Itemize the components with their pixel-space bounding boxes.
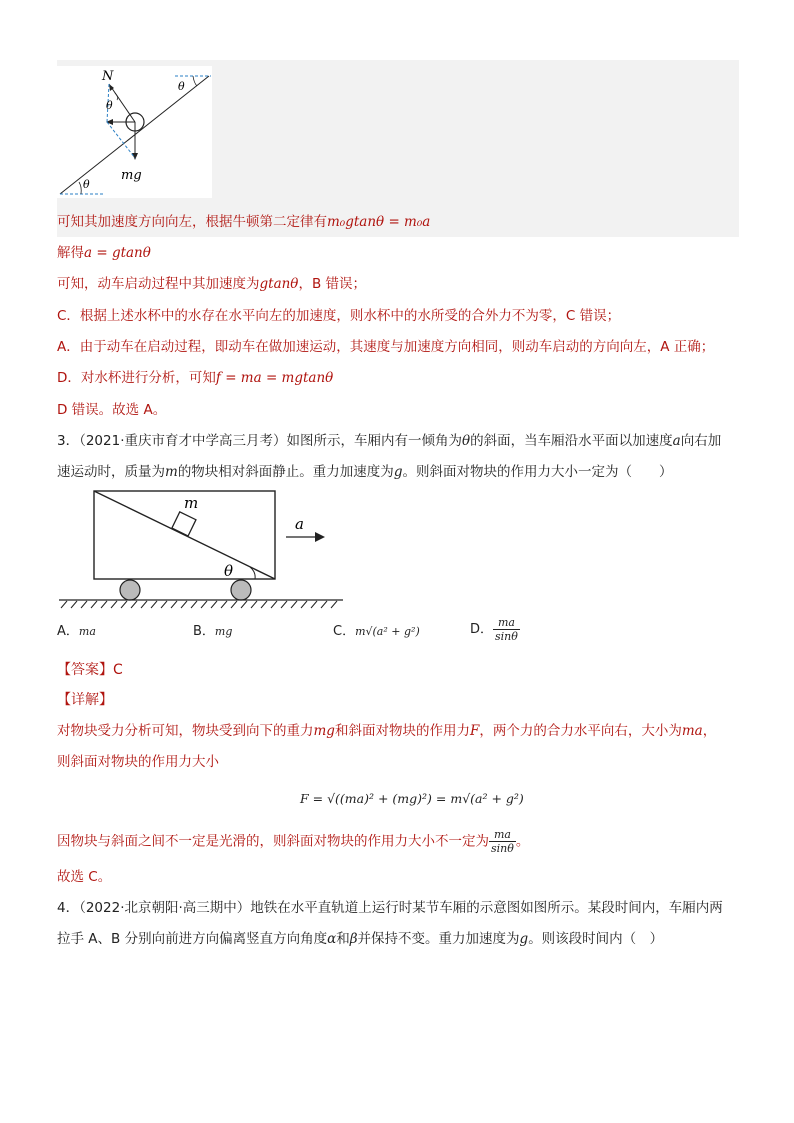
answer-line: 【答案】C [57,662,123,678]
text: 对物块受力分析可知，物块受到向下的重力 [57,723,314,739]
option-b[interactable] [193,623,232,641]
text: ，两个力的合力水平向右，大小为 [479,723,682,739]
solution-line-4: C．根据上述水杯中的水存在水平向左的加速度，则水杯中的水所受的合外力不为零，C 错误； [57,308,621,324]
label-theta-mid: θ [106,99,113,112]
var-a: a [672,433,681,449]
solution-line-7: D 错误。故选 A。 [57,402,167,418]
text: 。则该段时间内（ ） [528,931,664,947]
equation: gtanθ [259,276,299,292]
question-4-line-1: 4．（2022·北京朝阳·高三期中）地铁在水平直轨道上运行时某节车厢的示意图如图所示。某段时间内，车厢内两 [57,900,723,916]
option-a[interactable] [57,623,96,641]
text: 和斜面对物块的作用力 [334,723,470,739]
solution-line-3 [57,274,366,294]
numerator: ma [493,616,520,630]
label-N: N [102,69,114,84]
text: 。 [515,833,530,850]
text: 速运动时，质量为 [57,464,165,480]
denominator: sinθ [491,842,514,855]
equation: m₀gtanθ = m₀a [327,214,431,230]
question-3-line-2 [57,462,672,482]
text: D．对水杯进行分析，可知 [57,370,216,386]
detail-line-1 [57,721,716,741]
label-theta-top: θ [178,80,185,93]
label-theta: θ [224,562,234,580]
var-F: F [469,723,480,739]
solution-line-5: A．由于动车在启动过程，即动车在做加速运动，其速度与加速度方向相同，则动车启动的方向向左，A 正确； [57,339,715,355]
text: 3．（2021·重庆市育才中学高三月考）如图所示，车厢内有一倾角为 [57,433,462,449]
var-m: m [165,464,178,480]
var-g: g [519,931,529,947]
option-label: C． [333,624,356,639]
wheel-right [231,580,251,600]
text: ， [702,723,717,739]
label-a: a [295,515,304,533]
label-mg: mg [121,168,142,183]
option-value: mg [214,625,233,638]
option-label: A． [57,624,79,639]
solution-line-1 [57,212,430,232]
solution-line-6 [57,368,333,388]
equation: a = gtanθ [84,245,151,261]
solution-line-2 [57,243,151,263]
option-label: D． [470,622,494,637]
ground-hatching [61,601,337,608]
label-m: m [184,494,199,512]
text: 解得 [57,245,84,261]
var-beta: β [349,931,358,947]
acceleration-arrowhead [315,532,325,542]
text: 并保持不变。重力加速度为 [357,931,520,947]
var-alpha: α [327,931,337,947]
numerator: ma [489,828,516,842]
text: 拉手 A、B 分别向前进方向偏离竖直方向角度 [57,931,328,947]
detail-line-4: 故选 C。 [57,869,112,885]
option-d-fraction [493,616,520,643]
option-d[interactable] [470,616,520,643]
text: 和 [336,931,350,947]
text: 因物块与斜面之间不一定是光滑的，则斜面对物块的作用力大小不一定为 [57,833,489,850]
text: 的物块相对斜面静止。重力加速度为 [177,464,394,480]
fraction-ma-sintheta [489,828,516,855]
denominator: sinθ [495,630,518,643]
text: 向右加 [680,433,722,449]
label-theta-bottom: θ [83,178,90,191]
option-label: B． [193,624,215,639]
equation: f = ma = mgtanθ [215,370,334,386]
text: 可知，动车启动过程中其加速度为 [57,276,260,292]
force-diagram-figure [57,66,212,198]
option-c[interactable] [333,623,420,641]
text: 的斜面，当车厢沿水平面以加速度 [470,433,673,449]
question-3-line-1 [57,431,721,451]
text: 可知其加速度方向向左，根据牛顿第二定律有 [57,214,327,230]
text: ，B 错误； [298,276,367,292]
detail-line-3 [57,828,529,855]
wheel-left [120,580,140,600]
cart-incline-figure [57,486,347,611]
formula-line: F = √((ma)² + (mg)²) = m√(a² + g²) [300,791,524,806]
question-4-line-2 [57,929,663,949]
detail-title: 【详解】 [57,692,113,708]
text: 。则斜面对物块的作用力大小一定为（ ） [402,464,673,480]
option-value: ma [78,625,96,638]
var-g: g [393,464,403,480]
detail-line-2: 则斜面对物块的作用力大小 [57,754,219,770]
var-theta: θ [462,433,471,449]
option-value: m√(a² + g²) [355,625,420,638]
var-mg: mg [313,723,335,739]
var-ma: ma [681,723,703,739]
